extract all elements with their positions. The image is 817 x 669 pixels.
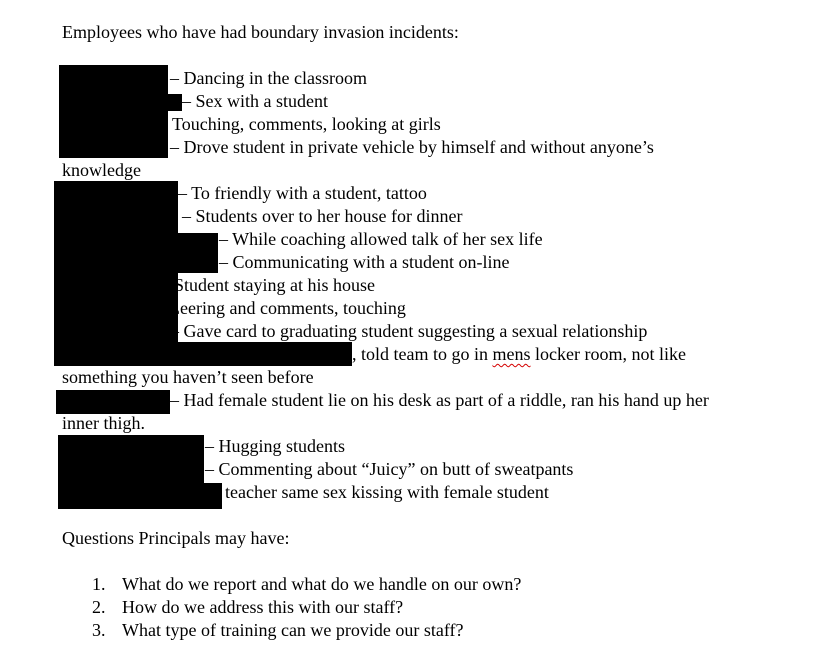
incident-line: Leering and comments, touching [169, 298, 406, 318]
incident-line: – While coaching allowed talk of her sex life [219, 229, 543, 249]
incident-line: – Gave card to graduating student suggesting a sexual relationship [170, 321, 648, 341]
incident-line-continuation: knowledge [62, 160, 141, 180]
incident-line: – Communicating with a student on-line [219, 252, 510, 272]
spellcheck-flagged-word[interactable]: mens [492, 344, 531, 364]
incident-line: – Had female student lie on his desk as part of a riddle, ran his hand up her [170, 390, 709, 410]
incident-line: – To friendly with a student, tattoo [178, 183, 427, 203]
redaction-block [168, 94, 182, 111]
redaction-block [204, 483, 222, 509]
incident-line: Student staying at his house [174, 275, 375, 295]
redaction-block [178, 233, 218, 273]
question-item: What do we report and what do we handle on our own? [122, 574, 522, 594]
redaction-block [59, 65, 168, 158]
redaction-block [56, 390, 170, 414]
incident-line: teacher same sex kissing with female student [225, 482, 549, 502]
incident-line-continuation: inner thigh. [62, 413, 145, 433]
redaction-block [170, 342, 352, 366]
section-heading: Employees who have had boundary invasion incidents: [62, 22, 459, 42]
list-number: 3. [92, 620, 106, 640]
incident-line: – Commenting about “Juicy” on butt of sweatpants [205, 459, 574, 479]
incident-line: – Sex with a student [182, 91, 328, 111]
list-number: 2. [92, 597, 106, 617]
question-item: What type of training can we provide our staff? [122, 620, 464, 640]
redaction-block [54, 181, 178, 366]
incident-line [352, 343, 686, 366]
incident-line: – Dancing in the classroom [170, 68, 367, 88]
incident-text: , told team to go in [352, 344, 493, 364]
list-number: 1. [92, 574, 106, 594]
incident-line: – Hugging students [205, 436, 346, 456]
incident-line-continuation: something you haven’t seen before [62, 367, 314, 387]
redaction-block [58, 435, 204, 509]
incident-line: – Drove student in private vehicle by himself and without anyone’s [170, 137, 654, 157]
incident-line: Touching, comments, looking at girls [172, 114, 441, 134]
incident-line: – Students over to her house for dinner [182, 206, 463, 226]
question-item: How do we address this with our staff? [122, 597, 404, 617]
incident-text: locker room, not like [530, 344, 686, 364]
questions-heading: Questions Principals may have: [62, 528, 290, 548]
